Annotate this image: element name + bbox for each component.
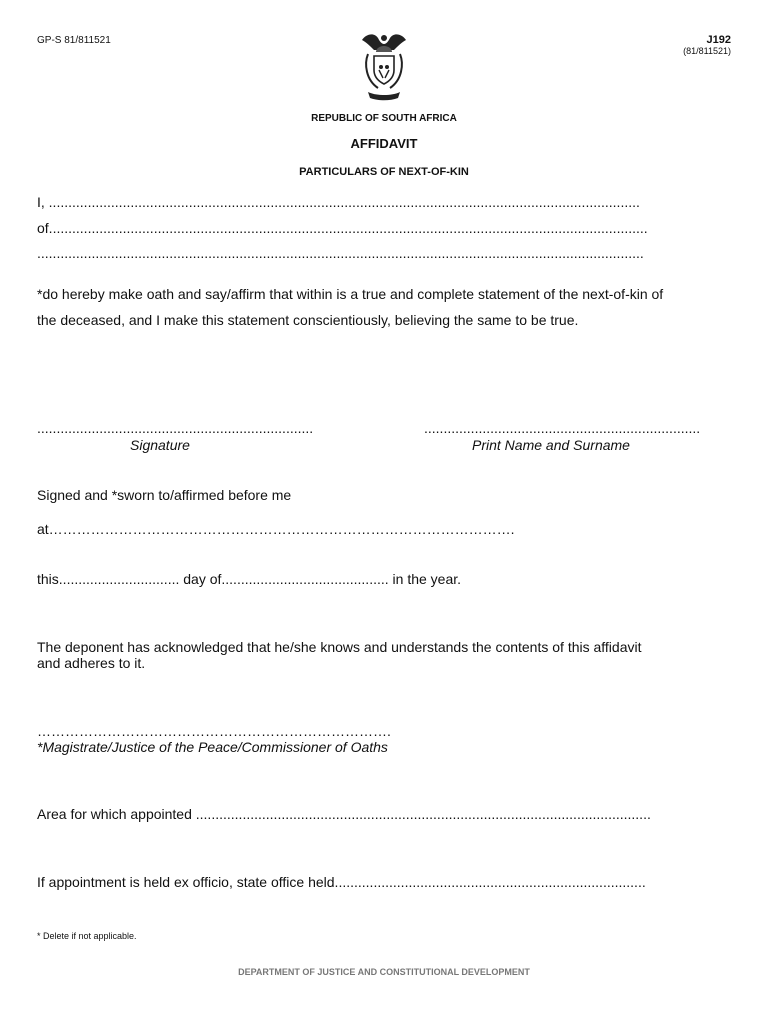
department-footer: DEPARTMENT OF JUSTICE AND CONSTITUTIONAL DEVELOPMENT <box>238 967 530 977</box>
document-title: AFFIDAVIT <box>350 136 418 151</box>
oath-line-1: *do hereby make oath and say/affirm that within is a true and complete statement of the next-of-kin of <box>37 286 664 302</box>
name-surname-label: Print Name and Surname <box>472 437 630 453</box>
acknowledgement-line-1: The deponent has acknowledged that he/she knows and understands the contents of this affidavit <box>37 639 642 655</box>
form-code: GP-S 81/811521 <box>37 35 111 46</box>
country-title: REPUBLIC OF SOUTH AFRICA <box>311 113 457 124</box>
signature-label: Signature <box>130 437 190 453</box>
signed-before-text: Signed and *sworn to/affirmed before me <box>37 487 292 503</box>
deponent-name-line: I, ........................................................................................................................................................ <box>37 194 640 210</box>
oath-line-2: the deceased, and I make this statement conscientiously, believing the same to be true. <box>37 312 579 328</box>
deponent-address-line: of.......................................................................................................................................................... <box>37 220 648 236</box>
ex-officio-line: If appointment is held ex officio, state office held................................................................................ <box>37 874 646 890</box>
coat-of-arms-icon <box>358 30 410 102</box>
document-subject: PARTICULARS OF NEXT-OF-KIN <box>299 166 469 178</box>
acknowledgement-line-2: and adheres to it. <box>37 655 146 671</box>
footnote: * Delete if not applicable. <box>37 931 137 941</box>
place-line: at………………………………………………………………………………………. <box>37 521 515 537</box>
form-number: J192 <box>706 34 731 46</box>
name-surname-dots: ....................................................................... <box>424 420 701 436</box>
date-line: this............................... day of........................................... in the year. <box>37 571 462 587</box>
commissioner-label: *Magistrate/Justice of the Peace/Commissioner of Oaths <box>37 739 388 755</box>
appointment-area-line: Area for which appointed ..................................................................................................................... <box>37 806 651 822</box>
signature-dots: ....................................................................... <box>37 420 314 436</box>
commissioner-signature-dots: …………………………………………………………………. <box>37 723 391 739</box>
deponent-blank-line: ............................................................................................................................................................ <box>37 245 644 261</box>
form-ref: (81/811521) <box>683 46 731 56</box>
